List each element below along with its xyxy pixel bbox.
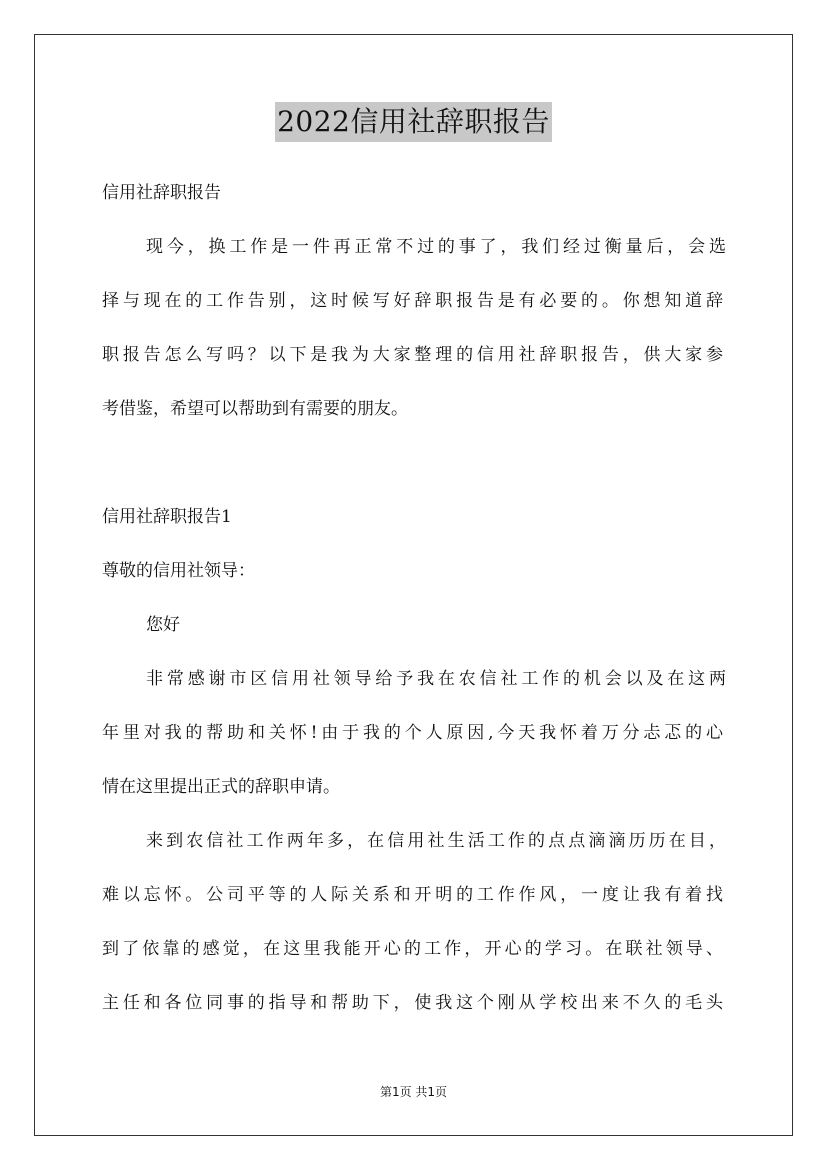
greeting: 您好 [146,615,180,635]
intro-line: 现今，换工作是一件再正常不过的事了，我们经过衡量后，会选 [146,237,726,257]
body-line: 难以忘怀。公司平等的人际关系和开明的工作作风，一度让我有着找 [102,885,723,905]
body-line: 情在这里提出正式的辞职申请。 [102,777,340,797]
body-line: 年里对我的帮助和关怀!由于我的个人原因,今天我怀着万分忐忑的心 [102,723,723,743]
body-line: 来到农信社工作两年多，在信用社生活工作的点点滴滴历历在目， [146,831,726,851]
section-heading: 信用社辞职报告1 [102,507,232,527]
body-line: 到了依靠的感觉，在这里我能开心的工作，开心的学习。在联社领导、 [102,939,723,959]
intro-line: 择与现在的工作告别，这时候写好辞职报告是有必要的。你想知道辞 [102,291,723,311]
intro-line: 职报告怎么写吗？以下是我为大家整理的信用社辞职报告，供大家参 [102,345,723,365]
page-number: 第1页 共1页 [379,1085,448,1099]
intro-line: 考借鉴，希望可以帮助到有需要的朋友。 [102,399,408,419]
body-line: 非常感谢市区信用社领导给予我在农信社工作的机会以及在这两 [146,669,726,689]
body-line: 主任和各位同事的指导和帮助下，使我这个刚从学校出来不久的毛头 [102,993,723,1013]
document-title: 2022信用社辞职报告 [275,102,552,142]
salutation: 尊敬的信用社领导： [102,561,255,581]
document-subtitle: 信用社辞职报告 [102,183,221,203]
